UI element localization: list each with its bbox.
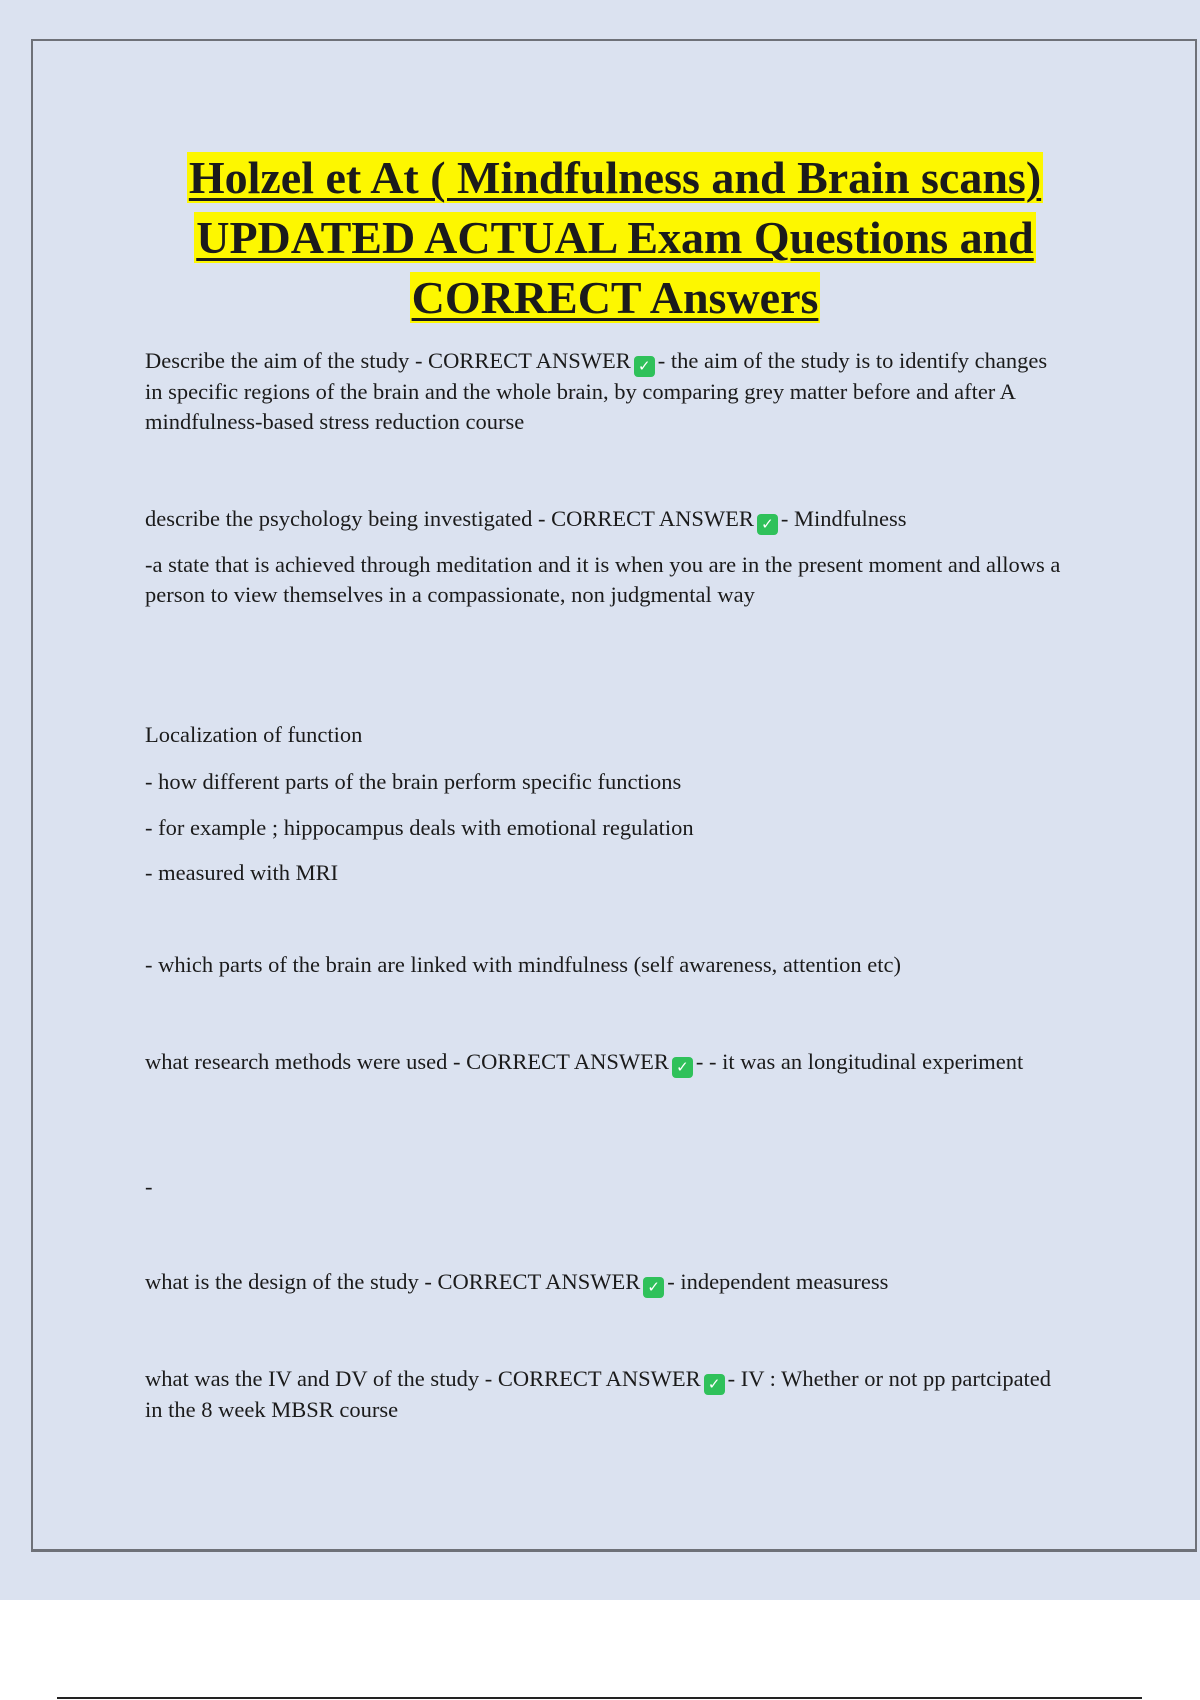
answer-text: - the aim of the study is to identify changes in specific regions of the brain and the whole brain, by comparing grey matter before and after A mindfulness-based stress reduction course	[145, 348, 1048, 434]
qa-item-methods	[145, 1047, 1070, 1078]
correct-answer-label: - CORRECT ANSWER	[424, 1269, 641, 1294]
check-icon: ✓	[704, 1374, 725, 1395]
qa-item-psychology	[145, 504, 1070, 535]
answer-text: - independent measuress	[667, 1269, 889, 1294]
correct-answer-label: - CORRECT ANSWER	[414, 348, 631, 373]
qa-item-aim	[145, 346, 1070, 437]
question-text: what research methods were used	[145, 1049, 448, 1074]
title-line-1: Holzel et At ( Mindfulness and Brain scans)	[188, 152, 1042, 203]
correct-answer-label: - CORRECT ANSWER	[484, 1366, 701, 1391]
check-icon: ✓	[643, 1277, 664, 1298]
qa-item-iv-dv	[145, 1364, 1070, 1425]
localization-heading: Localization of function	[145, 722, 363, 747]
check-icon: ✓	[672, 1057, 693, 1078]
footer-divider	[57, 1697, 1142, 1699]
brain-parts-line: - which parts of the brain are linked with mindfulness (self awareness, attention etc)	[145, 952, 902, 977]
answer-text: - IV : Whether or not pp partcipated in the 8 week MBSR course	[145, 1366, 1052, 1422]
document-title	[110, 148, 1120, 328]
question-text: Describe the aim of the study	[145, 348, 410, 373]
question-text: describe the psychology being investigated	[145, 506, 533, 531]
localization-point-1: - how different parts of the brain perform specific functions	[145, 769, 682, 794]
answer-text: - - it was an longitudinal experiment	[695, 1049, 1024, 1074]
question-text: what is the design of the study	[145, 1269, 419, 1294]
question-text: what was the IV and DV of the study	[145, 1366, 480, 1391]
lone-dash: -	[145, 1174, 153, 1199]
qa-item-design	[145, 1267, 1070, 1298]
check-icon: ✓	[634, 356, 655, 377]
check-icon: ✓	[757, 514, 778, 535]
answer-text: - Mindfulness	[780, 506, 907, 531]
localization-point-3: - measured with MRI	[145, 860, 339, 885]
correct-answer-label: - CORRECT ANSWER	[538, 506, 754, 531]
mindfulness-definition: -a state that is achieved through meditation and it is when you are in the present moment and allows a person to view themselves in a compassionate, non judgmental way	[145, 552, 1061, 607]
title-line-3: CORRECT Answers	[411, 272, 819, 323]
title-line-2: UPDATED ACTUAL Exam Questions and	[196, 212, 1034, 263]
correct-answer-label: - CORRECT ANSWER	[453, 1049, 669, 1074]
localization-point-2: - for example ; hippocampus deals with emotional regulation	[145, 815, 694, 840]
